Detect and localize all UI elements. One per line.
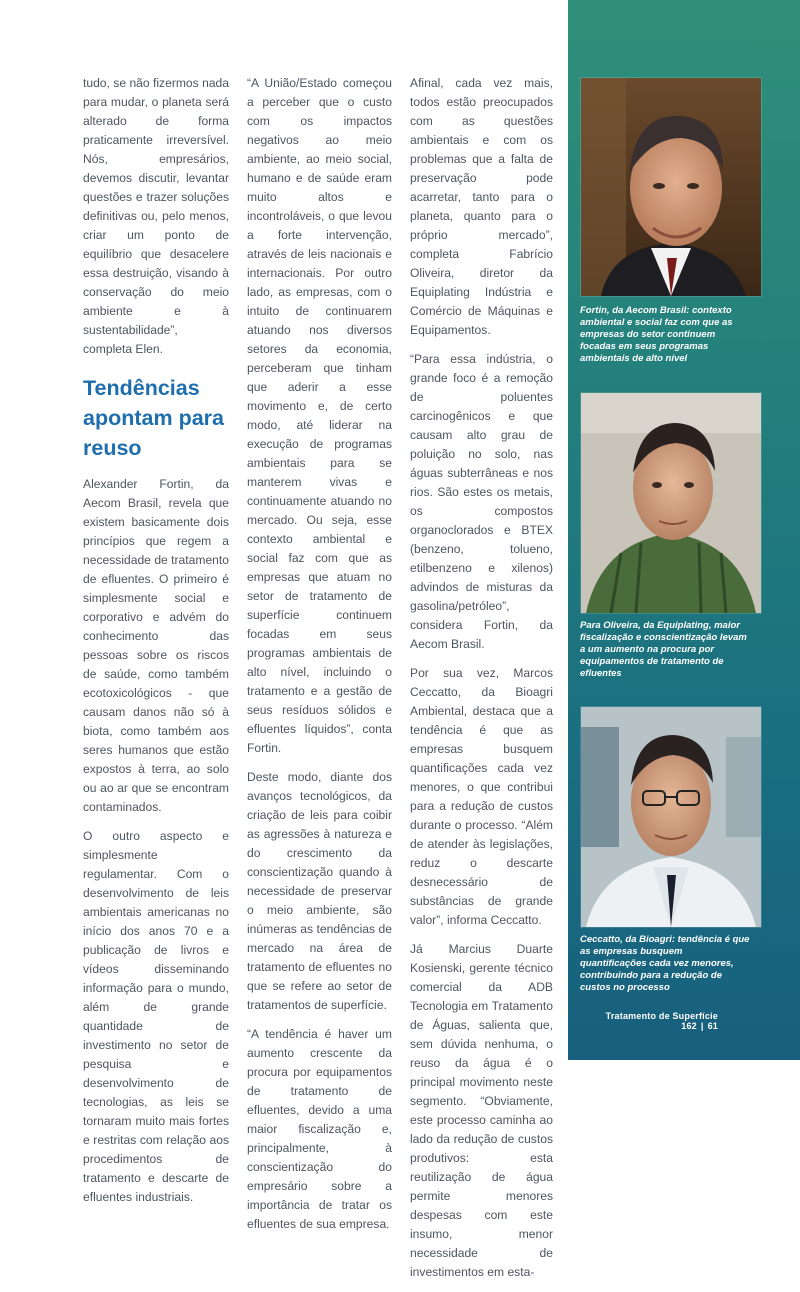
magazine-issue: Tratamento de Superfície 162 bbox=[605, 1011, 718, 1031]
portrait-photo-fortin bbox=[580, 77, 762, 297]
article-column-2 bbox=[247, 74, 392, 1244]
article-column-3 bbox=[410, 74, 553, 1292]
article-paragraph: O outro aspecto e simplesmente regulamentar. Com o desenvolvimento de leis ambientais americanas no início dos anos 70 e a publicação de livros e vídeos disseminando informação para o mundo, além de grande quantidade de investimento no setor de pesquisa e desenvolvimento de tecnologias, as leis se tornaram muito mais fortes e restritas com relação aos procedimentos de tratamento e descarte de efluentes industriais. bbox=[83, 829, 229, 1204]
article-paragraph: “Para essa indústria, o grande foco é a remoção de poluentes carcinogênicos e que causam alto grau de poluição no solo, nas águas subterrâneas e nos rios. São estes os metais, os compostos organoclorados e BTEX (benzeno, tolueno, etilbenzeno e xilenos) advindos de misturas da gasolina/petróleo”, considera Fortin, da Aecom Brasil. bbox=[410, 352, 553, 651]
page-bottom-strip bbox=[568, 1060, 800, 1066]
article-paragraph: Alexander Fortin, da Aecom Brasil, revela que existem basicamente dois princípios que regem a necessidade de tratamento de efluentes. O primeiro é simplesmente social e corporativo e advém do conhecimento das pessoas sobre os riscos de saúde, como também ecotoxicológicos - que causam danos não só à biota, como também aos seres humanos que estão expostos à terra, ao solo ou ao ar que se encontram contaminados. bbox=[83, 477, 229, 814]
article-paragraph: tudo, se não fizermos nada para mudar, o planeta será alterado de forma praticamente irreversível. Nós, empresários, devemos discutir, levantar questões e trazer soluções definitivas ou, pelo menos, criar um ponto de equilíbrio que desacelere essa destruição, visando à conservação do meio ambiente e à sustentabilidade”, completa Elen. bbox=[83, 76, 229, 356]
portrait-ceccatto-image bbox=[581, 707, 761, 927]
portrait-photo-oliveira bbox=[580, 392, 762, 614]
page-number: 61 bbox=[707, 1021, 718, 1031]
article-paragraph: Já Marcius Duarte Kosienski, gerente técnico comercial da ADB Tecnologia em Tratamento de Águas, salienta que, sem dúvida nenhuma, o reuso da água é o principal movimento neste segmento. “Obviamente, este processo caminha ao lado da redução de custos produtivos: esta reutilização de água permite menores despesas com este insumo, menor necessidade de investimentos em esta- bbox=[410, 942, 553, 1279]
photo-caption: Ceccatto, da Bioagri: tendência é que as empresas busquem quantificações cada vez menores, contribuindo para a redução de custos no processo bbox=[580, 934, 750, 993]
portrait-oliveira-image bbox=[581, 393, 761, 613]
article-paragraph: Deste modo, diante dos avanços tecnológicos, da criação de leis para coibir as agressões à natureza e do crescimento da conscientização quando à necessidade de preservar o meio ambiente, são inúmeras as tendências de mercado na área de tratamento de efluentes no que se refere ao setor de tratamentos de superfície. bbox=[247, 770, 392, 1012]
photo-caption: Fortin, da Aecom Brasil: contexto ambiental e social faz com que as empresas do setor continuem focadas em seus programas ambientais de alto nível bbox=[580, 305, 733, 364]
article-paragraph: Afinal, cada vez mais, todos estão preocupados com as questões ambientais e com os problemas que a falta de preservação pode acarretar, tanto para o planeta, quanto para o próprio mercado”, completa Fabrício Oliveira, diretor da Equiplating Indústria e Comércio de Máquinas e Equipamentos. bbox=[410, 76, 553, 337]
article-paragraph: “A tendência é haver um aumento crescente da procura por equipamentos de tratamento de efluentes, devido a uma maior fiscalização e, principalmente, à conscientização do empresário sobre a importância de tratar os efluentes de sua empresa. bbox=[247, 1027, 392, 1231]
portrait-fortin-image bbox=[581, 78, 761, 296]
photo-caption: Para Oliveira, da Equiplating, maior fiscalização e conscientização levam a um aumento na procura por equipamentos de tratamento de efluentes bbox=[580, 620, 747, 679]
section-heading: Tendências apontam para reuso bbox=[83, 376, 224, 460]
portrait-photo-ceccatto bbox=[580, 706, 762, 928]
footer-separator: | bbox=[700, 1021, 704, 1031]
article-paragraph: “A União/Estado começou a perceber que o custo com os impactos negativos ao meio ambiente, ao meio social, humano e de saúde eram muito altos e incontroláveis, o que levou a forte intervenção, através de leis nacionais e internacionais. Por outro lado, as empresas, com o intuito de continuarem atuando nos diversos setores da economia, perceberam que tinham que aderir a esse movimento e, de certo modo, até liderar na execução de programas ambientais para se manterem vivas e continuamente atuando no mercado. Ou seja, esse contexto ambiental e social faz com que as empresas que atuam no setor de tratamento de superfície continuem focadas em seus programas ambientais de alto nível, incluindo o tratamento e a gestão de seus resíduos sólidos e efluentes líquidos”, conta Fortin. bbox=[247, 76, 392, 755]
article-paragraph: Por sua vez, Marcos Ceccatto, da Bioagri Ambiental, destaca que a tendência é que as empresas busquem quantificações cada vez menores, o que contribui para a redução de custos durante o processo. “Além de atender às legislações, reduz o descarte desnecessário de substâncias de grande valor”, informa Ceccatto. bbox=[410, 666, 553, 927]
article-column-1 bbox=[83, 74, 229, 1217]
page-footer bbox=[568, 1011, 800, 1031]
